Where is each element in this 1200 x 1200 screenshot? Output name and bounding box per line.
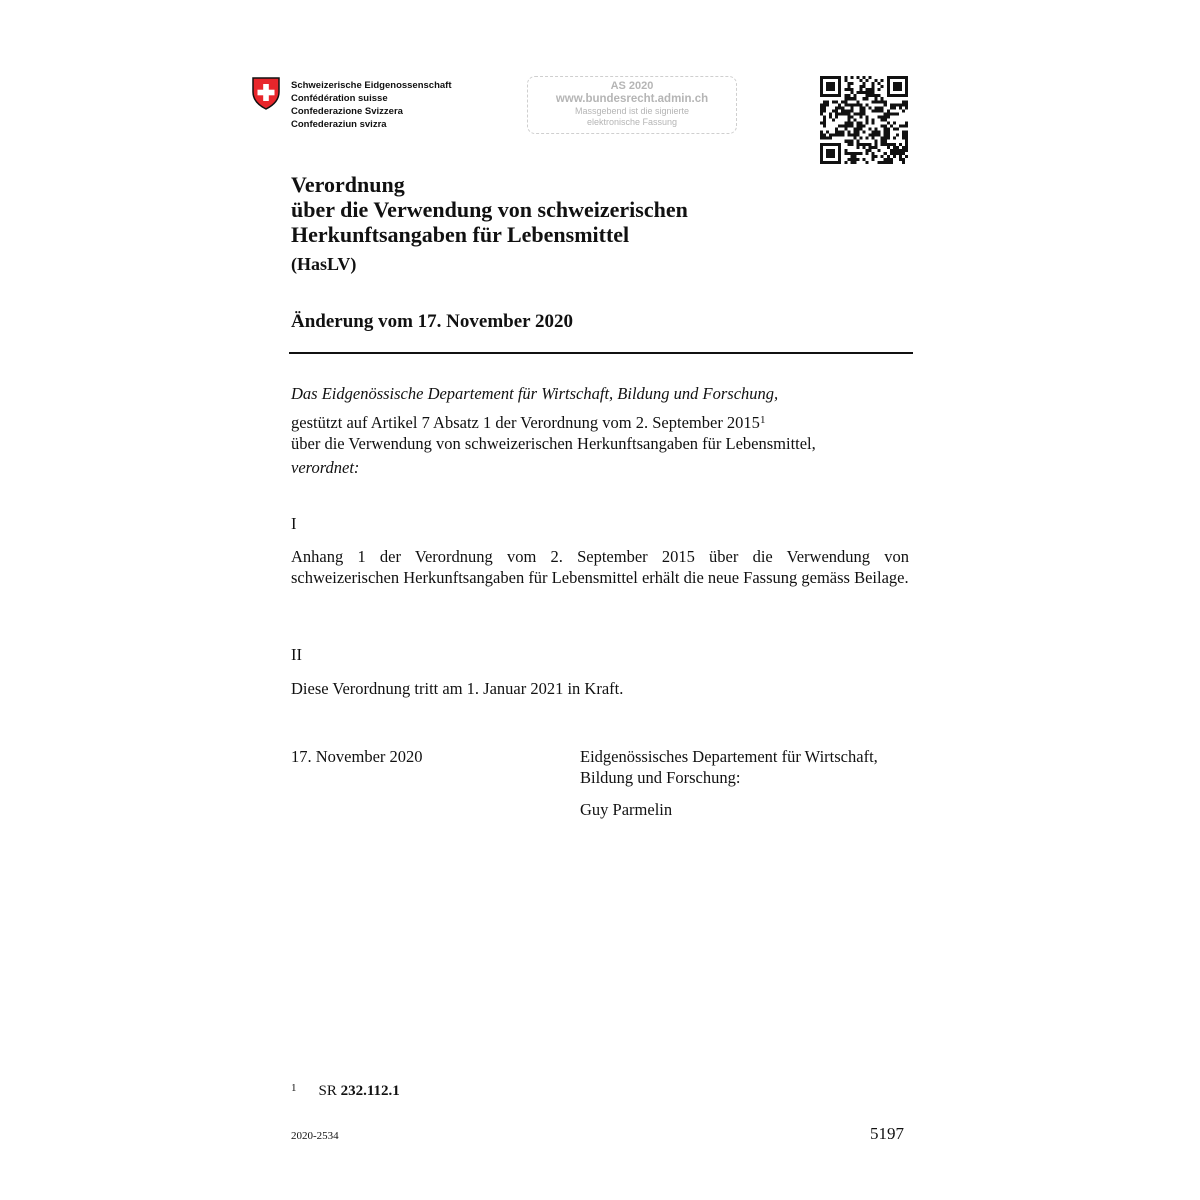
org-name-de: Schweizerische Eidgenossenschaft — [291, 80, 452, 91]
signature-date: 17. November 2020 — [291, 747, 423, 766]
section-numeral-i: I — [291, 514, 297, 533]
stamp-note-1: Massgebend ist die signierte — [574, 106, 690, 116]
section-text-ii: Diese Verordnung tritt am 1. Januar 2021 in Kraft. — [291, 679, 624, 698]
footnote-prefix: SR — [318, 1083, 337, 1099]
issuing-authority: Das Eidgenössische Departement für Wirtschaft, Bildung und Forschung, — [291, 384, 779, 403]
org-name-it: Confederazione Svizzera — [291, 106, 403, 117]
footnote-reference-number: 232.112.1 — [340, 1083, 400, 1099]
legal-basis — [291, 410, 816, 454]
org-name-fr: Confédération suisse — [291, 93, 388, 104]
page-number: 5197 — [870, 1124, 904, 1143]
decree-formula: verordnet: — [291, 458, 360, 477]
document-title — [291, 172, 688, 247]
federation-names — [291, 79, 452, 131]
title-line: über die Verwendung von schweizerischen — [291, 197, 688, 222]
stamp-note-2: elektronische Fassung — [586, 117, 678, 127]
publication-stamp — [527, 76, 737, 134]
document-number: 2020-2534 — [291, 1130, 339, 1142]
department-line-1: Eidgenössisches Departement für Wirtschaft, — [580, 747, 878, 766]
qr-code-icon — [820, 76, 908, 164]
department-line-2: Bildung und Forschung: — [580, 768, 741, 787]
footnote-reference[interactable]: 1 — [759, 414, 766, 426]
footnote-number: 1 — [291, 1082, 297, 1094]
signatory-name: Guy Parmelin — [580, 800, 673, 819]
legal-basis-line-2: über die Verwendung von schweizerischen Herkunftsangaben für Lebensmittel, — [291, 434, 816, 453]
org-name-rm: Confederaziun svizra — [291, 119, 387, 130]
title-line: Herkunftsangaben für Lebensmittel — [291, 222, 630, 247]
section-numeral-ii: II — [291, 645, 302, 664]
signing-department — [580, 746, 920, 788]
title-divider — [289, 352, 913, 354]
swiss-coat-of-arms-icon — [251, 76, 281, 110]
legal-basis-line-1: gestützt auf Artikel 7 Absatz 1 der Verordnung vom 2. September 2015 — [291, 413, 760, 432]
stamp-url: www.bundesrecht.admin.ch — [555, 93, 709, 105]
footnote — [291, 1078, 400, 1101]
title-abbreviation: (HasLV) — [291, 254, 357, 274]
section-text-i: Anhang 1 der Verordnung vom 2. September 2015 über die Verwendung von schweizerischen Herkunftsangaben für Lebensmittel erhält die neue Fassung gemäss Beilage. — [291, 547, 909, 587]
stamp-collection: AS 2020 — [610, 80, 654, 92]
amendment-date: Änderung vom 17. November 2020 — [291, 311, 574, 332]
title-line: Verordnung — [291, 172, 405, 197]
